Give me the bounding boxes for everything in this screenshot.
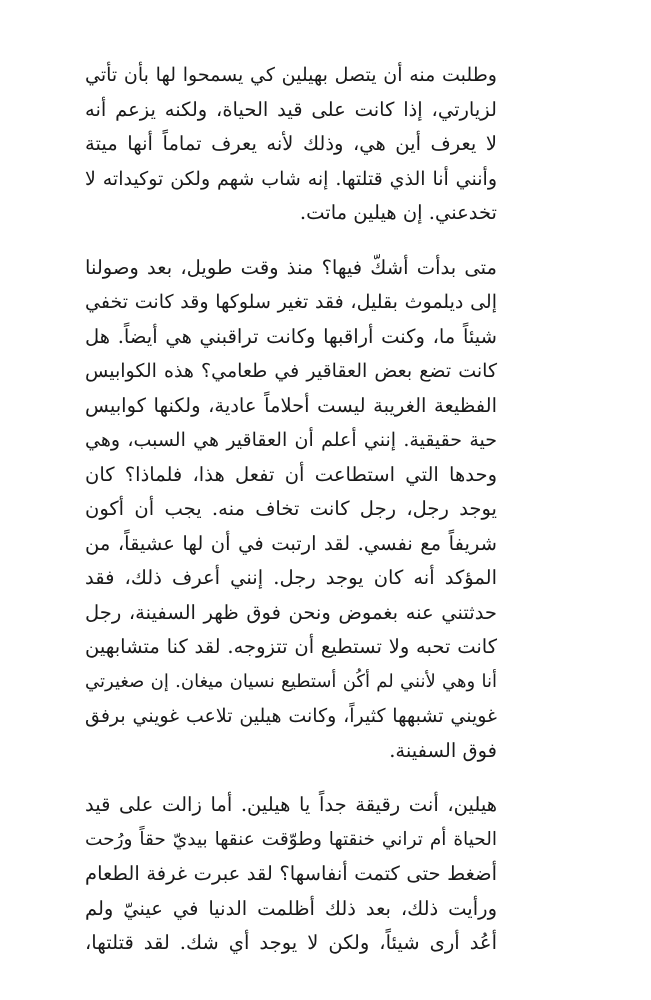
text-line: غويني تشبهها كثيراً، وكانت هيلين تلاعب غويني برفق: [85, 705, 497, 727]
text-line: وأنني أنا الذي قتلتها. إنه شاب شهم ولكن توكيداته لا: [85, 167, 497, 190]
text-line: كانت تضع بعض العقاقير في طعامي؟ هذه الكوابيس: [85, 360, 497, 382]
text-line: هيلين، أنت رقيقة جداً يا هيلين. أما زالت على قيد: [85, 793, 497, 816]
text-line: حدثتني عنه بغموض ونحن فوق ظهر السفينة، رجل: [85, 600, 497, 624]
text-line: كانت تحبه ولا تستطيع أن تتزوجه. لقد كنا متشابهين: [85, 635, 497, 658]
text-line: أضغط حتى كتمت أنفاسها؟ لقد عبرت غرفة الطعام: [85, 862, 497, 885]
text-line: شريفاً مع نفسي. لقد ارتبت في أن لها عشيقاً، من: [85, 531, 497, 555]
text-line: إلى ديلموث بقليل، فقد تغير سلوكها وقد كانت تخفي: [85, 291, 497, 313]
text-line: أعُد أرى شيئاً، ولكن لا يوجد أي شك. لقد قتلتها،: [85, 931, 497, 954]
text-line: حية حقيقية. إنني أعلم أن العقاقير هي السبب، وهي: [85, 429, 497, 451]
text-line: تخدعني. إن هيلين ماتت.: [299, 201, 497, 224]
paragraph-1: [85, 58, 497, 231]
text-line: لا يعرف أين هي، وذلك لأنه يعرف تماماً أنها ميتة: [85, 132, 497, 155]
text-line: فوق السفينة.: [389, 738, 497, 762]
text-line: الفظيعة الغريبة ليست أحلاماً عادية، ولكنها كوابيس: [85, 393, 497, 417]
text-line: لزيارتي، إذا كانت على قيد الحياة، ولكنه يزعم أنه: [85, 97, 497, 121]
text-line: شيئاً ما، وكنت أراقبها وكانت تراقبني هي أيضاً. هل: [85, 324, 497, 348]
paragraph-2: [85, 251, 497, 769]
text-line: المؤكد أنه كان يوجد رجل. إنني أعرف ذلك، فقد: [85, 566, 497, 589]
text-line: وطلبت منه أن يتصل بهيلين كي يسمحوا لها بأن تأتي: [85, 64, 497, 86]
text-line: أنا وهي لأنني لم أكُن أستطيع نسيان ميغان. إن صغيرتي: [85, 670, 497, 692]
text-line: وحدها التي استطاعت أن تفعل هذا، فلماذا؟ كان: [85, 462, 497, 486]
text-line: الحياة أم تراني خنقتها وطوّقت عنقها بيديّ حقاً ورُحت: [85, 828, 497, 850]
paragraph-3: [85, 788, 497, 961]
text-line: متى بدأت أشكّ فيها؟ منذ وقت طويل، بعد وصولنا: [85, 255, 497, 279]
text-line: ورأيت ذلك، بعد ذلك أظلمت الدنيا في عينيّ ولم: [85, 896, 497, 920]
text-line: يوجد رجل، رجل كانت تخاف منه. يجب أن أكون: [85, 497, 497, 520]
